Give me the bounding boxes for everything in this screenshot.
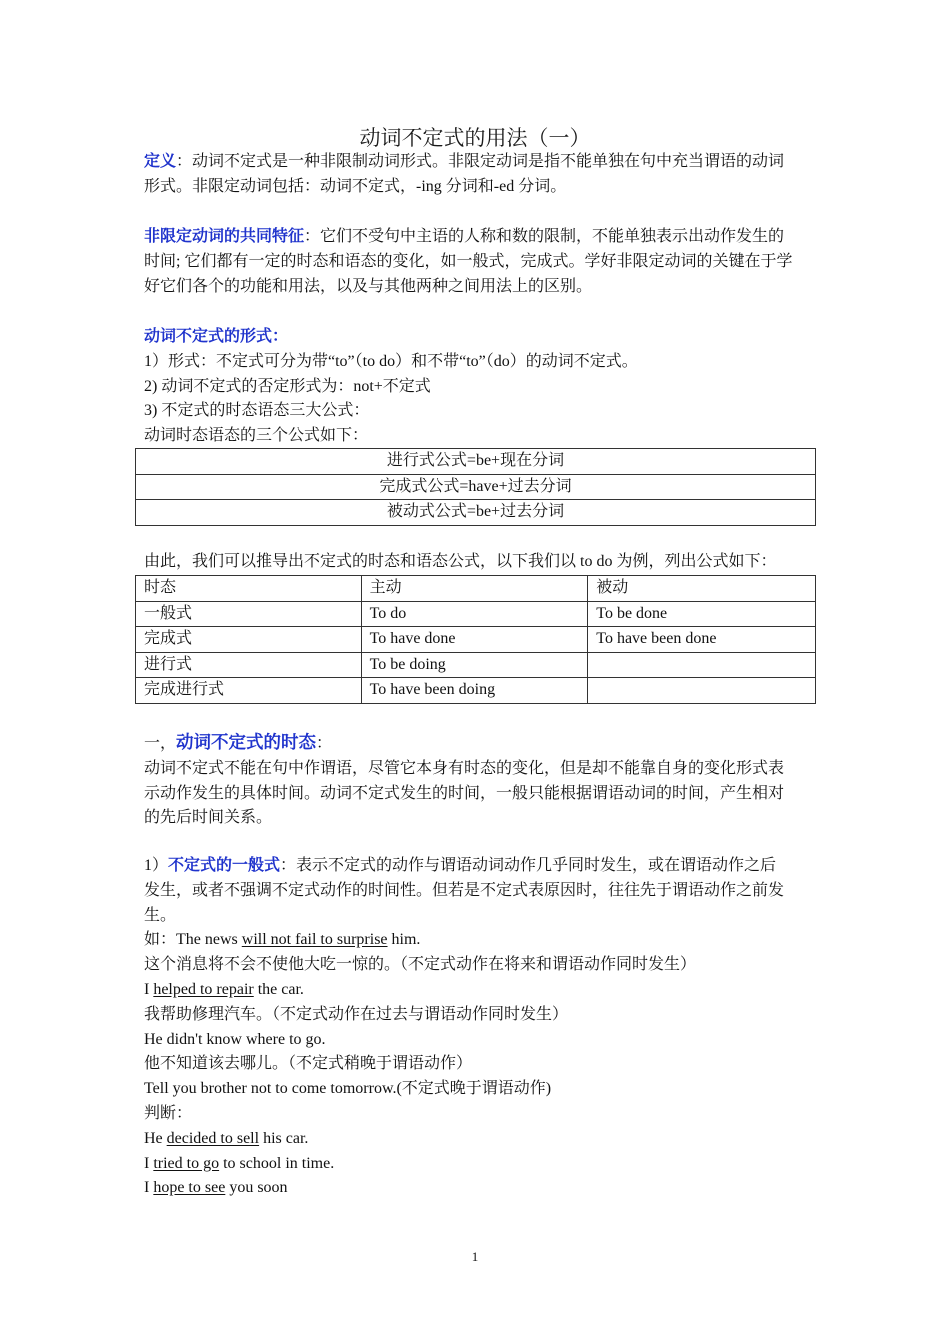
header-cell: 时态 xyxy=(136,576,362,602)
table-cell xyxy=(588,678,816,704)
section-text-1: 动词不定式不能在句中作谓语，尽管它本身有时态的变化，但是却不能靠自身的变化形式表 xyxy=(144,759,785,777)
section-prefix: 一， xyxy=(144,735,177,752)
features-paragraph xyxy=(144,225,812,299)
table-row xyxy=(136,627,816,653)
general-text-1: ：表示不定式的动作与谓语动词动作几乎同时发生，或在谓语动作之后 xyxy=(280,857,777,874)
example-text: I xyxy=(144,1154,154,1172)
example-text: to school in time. xyxy=(219,1154,335,1172)
table-row xyxy=(136,500,816,526)
example-2-translation: 我帮助修理汽车。（不定式动作在过去与谓语动作同时发生） xyxy=(144,1005,569,1023)
example-text: the car. xyxy=(253,980,304,998)
table-cell: To do xyxy=(361,601,588,627)
forms-item-3: 3) 不定式的时态语态三大公式： xyxy=(144,402,370,420)
features-text-3: 好它们各个的功能和用法，以及与其他两种之间用法上的区别。 xyxy=(144,277,593,295)
features-text-2: 时间; 它们都有一定的时态和语态的变化，如一般式，完成式。学好非限定动词的关键在于学 xyxy=(144,252,793,270)
derive-paragraph xyxy=(144,550,824,575)
underlined-phrase: will not fail to surprise xyxy=(241,931,388,949)
section-tense xyxy=(144,730,812,831)
section-suffix: ： xyxy=(316,735,333,752)
table-cell xyxy=(588,652,816,678)
table-cell: 进行式 xyxy=(136,652,362,678)
formula-table xyxy=(135,448,816,526)
tense-voice-table xyxy=(135,575,816,704)
section-text-2: 示动作发生的具体时间。动词不定式发生的时间，一般只能根据谓语动词的时间，产生相对 xyxy=(144,784,785,802)
table-cell: 一般式 xyxy=(136,601,362,627)
example-text: you soon xyxy=(225,1179,288,1197)
judge-label: 判断： xyxy=(144,1104,193,1122)
formula-cell: 完成式公式=have+过去分词 xyxy=(136,474,816,500)
example-text: him. xyxy=(387,931,421,949)
formula-cell: 进行式公式=be+现在分词 xyxy=(136,449,816,475)
table-cell: To be done xyxy=(588,601,816,627)
features-text-1: ：它们不受句中主语的人称和数的限制，不能单独表示出动作发生的 xyxy=(304,228,785,245)
table-cell: 完成式 xyxy=(136,627,362,653)
features-label: 非限定动词的共同特征 xyxy=(144,228,305,245)
table-cell: To have been done xyxy=(588,627,816,653)
example-text: 如：The news xyxy=(144,931,242,949)
example-text: I xyxy=(144,1179,154,1197)
definition-text-1: ：动词不定式是一种非限制动词形式。非限定动词是指不能单独在句中充当谓语的动词 xyxy=(176,153,785,170)
general-label: 不定式的一般式 xyxy=(168,857,281,874)
definition-label: 定义 xyxy=(144,153,177,170)
underlined-phrase: decided to sell xyxy=(166,1129,260,1147)
table-row xyxy=(136,474,816,500)
example-text: He xyxy=(144,1129,167,1147)
example-1-translation: 这个消息将不会不使他大吃一惊的。（不定式动作在将来和谓语动作同时发生） xyxy=(144,956,697,974)
underlined-phrase: helped to repair xyxy=(153,980,254,998)
example-5 xyxy=(144,1127,812,1152)
example-text: I xyxy=(144,980,154,998)
formula-cell: 被动式公式=be+过去分词 xyxy=(136,500,816,526)
forms-section xyxy=(144,325,812,449)
derive-text: 由此，我们可以推导出不定式的时态和语态公式，以下我们以 to do 为例，列出公式如下： xyxy=(144,553,777,570)
example-2 xyxy=(144,978,812,1003)
header-cell: 主动 xyxy=(361,576,588,602)
table-row xyxy=(136,449,816,475)
section-text-3: 的先后时间关系。 xyxy=(144,809,273,827)
header-cell: 被动 xyxy=(588,576,816,602)
general-text-3: 生。 xyxy=(144,906,177,924)
general-prefix: 1） xyxy=(144,857,169,874)
document-title: 动词不定式的用法（一） xyxy=(359,126,591,150)
example-3: He didn't know where to go. xyxy=(144,1030,326,1048)
table-cell: 完成进行式 xyxy=(136,678,362,704)
table-cell: To be doing xyxy=(361,652,588,678)
forms-item-2: 2) 动词不定式的否定形式为：not+不定式 xyxy=(144,377,431,395)
definition-paragraph xyxy=(144,150,812,200)
forms-item-1: 1）形式：不定式可分为带“to”（to do）和不带“to”（do）的动词不定式。 xyxy=(144,352,638,370)
table-row xyxy=(136,601,816,627)
section-heading: 动词不定式的时态 xyxy=(176,732,317,752)
table-cell: To have done xyxy=(361,627,588,653)
general-form-paragraph xyxy=(144,854,812,1201)
example-3-translation: 他不知道该去哪儿。（不定式稍晚于谓语动作） xyxy=(144,1055,473,1073)
example-4: Tell you brother not to come tomorrow.(不定式晚于谓语动作) xyxy=(144,1080,552,1098)
table-row xyxy=(136,652,816,678)
table-cell: To have been doing xyxy=(361,678,588,704)
underlined-phrase: tried to go xyxy=(153,1154,220,1172)
general-text-2: 发生，或者不强调不定式动作的时间性。但若是不定式表原因时，往往先于谓语动作之前发 xyxy=(144,881,785,899)
definition-text-2: 形式。非限定动词包括：动词不定式，-ing 分词和-ed 分词。 xyxy=(144,177,567,195)
forms-item-4: 动词时态语态的三个公式如下： xyxy=(144,427,369,445)
forms-heading: 动词不定式的形式： xyxy=(144,328,289,345)
example-text: his car. xyxy=(259,1129,309,1147)
example-1 xyxy=(144,928,812,953)
example-6 xyxy=(144,1152,812,1177)
page-number: 1 xyxy=(471,1249,479,1264)
table-row xyxy=(136,678,816,704)
table-header-row xyxy=(136,576,816,602)
underlined-phrase: hope to see xyxy=(153,1179,226,1197)
example-7 xyxy=(144,1176,812,1201)
